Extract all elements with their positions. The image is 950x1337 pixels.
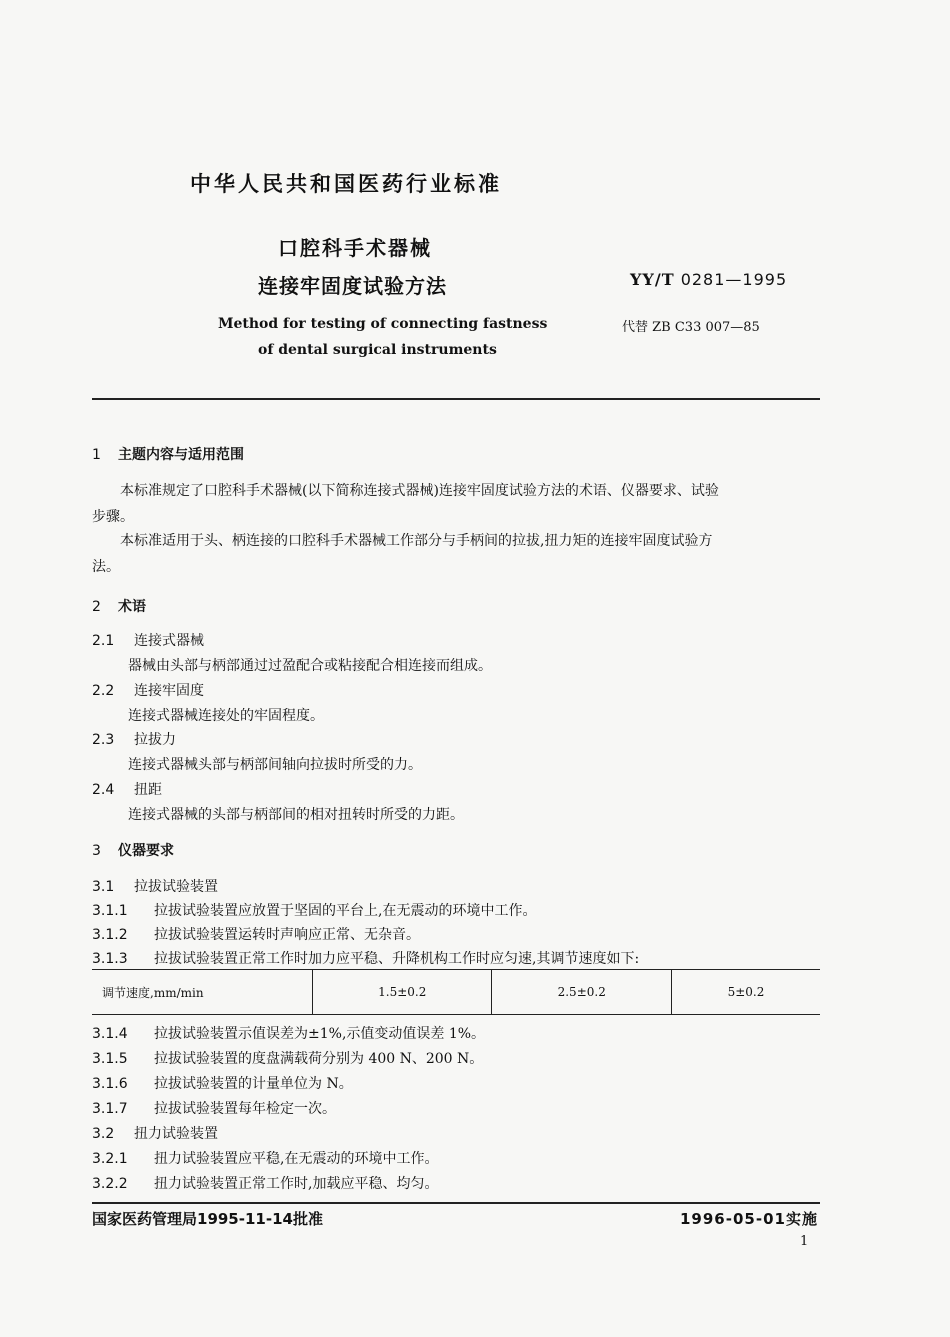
section-3-heading xyxy=(92,840,174,860)
clause-text: 拉拔试验装置 xyxy=(134,879,218,895)
clause-text: 扭力试验装置 xyxy=(134,1126,218,1142)
clause-text: 拉拔试验装置每年检定一次。 xyxy=(154,1101,336,1117)
table-cell: 1.5±0.2 xyxy=(313,970,492,1015)
paragraph-line: 本标准规定了口腔科手术器械(以下简称连接式器械)连接牢固度试验方法的术语、仪器要求、试验 xyxy=(120,483,719,499)
term-definition: 器械由头部与柄部通过过盈配合或粘接配合相连接而组成。 xyxy=(128,658,492,674)
term-2-4 xyxy=(92,779,162,799)
clause-number: 3.1.6 xyxy=(92,1076,128,1092)
document-title-line-1: 口腔科手术器械 xyxy=(278,236,432,260)
clause-3-1-2 xyxy=(92,924,420,944)
section-number: 3 xyxy=(92,843,101,859)
clause-3-1-7 xyxy=(92,1098,336,1118)
standard-code: 0281—1995 xyxy=(680,270,788,289)
term-2-2 xyxy=(92,680,204,700)
paragraph-line: 本标准适用于头、柄连接的口腔科手术器械工作部分与手柄间的拉拔,扭力矩的连接牢固度试验方 xyxy=(120,533,713,549)
term-2-1 xyxy=(92,630,204,650)
clause-3-1-4 xyxy=(92,1023,485,1043)
clause-number: 3.2.2 xyxy=(92,1176,128,1192)
clause-text: 拉拔试验装置应放置于坚固的平台上,在无震动的环境中工作。 xyxy=(154,903,537,919)
clause-text: 拉拔试验装置示值误差为±1%,示值变动值误差 1%。 xyxy=(154,1026,486,1042)
footer-divider xyxy=(92,1202,820,1204)
clause-number: 3.1.1 xyxy=(92,903,128,919)
term-name: 扭距 xyxy=(134,782,162,798)
section-1-heading xyxy=(92,444,244,464)
speed-table xyxy=(92,969,820,1015)
table-cell-label: 调节速度,mm/min xyxy=(92,970,313,1015)
term-2-3 xyxy=(92,729,176,749)
clause-3-1-6 xyxy=(92,1073,353,1093)
clause-3-1-5 xyxy=(92,1048,483,1068)
issuing-authority-heading: 中华人民共和国医药行业标准 xyxy=(190,172,502,196)
approval-statement: 国家医药管理局1995-11-14批准 xyxy=(92,1210,323,1228)
clause-3-2-2 xyxy=(92,1173,438,1193)
term-name: 连接式器械 xyxy=(134,633,204,649)
clause-number: 2.4 xyxy=(92,782,115,798)
section-2-heading xyxy=(92,596,146,616)
clause-3-1-3 xyxy=(92,948,639,968)
paragraph-line: 步骤。 xyxy=(92,509,134,525)
clause-number: 3.1.5 xyxy=(92,1051,128,1067)
table-row xyxy=(92,970,820,1015)
clause-3-2-1 xyxy=(92,1148,438,1168)
clause-number: 3.1.4 xyxy=(92,1026,128,1042)
standard-number xyxy=(630,270,787,289)
english-title-line-2: of dental surgical instruments xyxy=(258,342,497,358)
clause-number: 3.2 xyxy=(92,1126,115,1142)
section-number: 1 xyxy=(92,447,101,463)
clause-number: 3.1.3 xyxy=(92,951,128,967)
clause-number: 3.1.7 xyxy=(92,1101,128,1117)
effective-date: 1996-05-01实施 xyxy=(680,1210,818,1228)
paragraph-line: 法。 xyxy=(92,559,120,575)
term-definition: 连接式器械连接处的牢固程度。 xyxy=(128,708,324,724)
clause-number: 2.3 xyxy=(92,732,115,748)
clause-3-1-1 xyxy=(92,900,536,920)
clause-3-1 xyxy=(92,876,218,896)
clause-number: 3.2.1 xyxy=(92,1151,128,1167)
english-title-line-1: Method for testing of connecting fastness xyxy=(218,316,548,332)
table-cell: 5±0.2 xyxy=(671,970,820,1015)
section-number: 2 xyxy=(92,599,101,615)
clause-text: 拉拔试验装置的计量单位为 N。 xyxy=(154,1076,353,1092)
clause-number: 3.1 xyxy=(92,879,115,895)
section-title: 术语 xyxy=(118,599,146,615)
term-name: 拉拔力 xyxy=(134,732,176,748)
term-name: 连接牢固度 xyxy=(134,683,204,699)
replaces-standard: 代替 ZB C33 007—85 xyxy=(622,320,760,335)
term-definition: 连接式器械头部与柄部间轴向拉拔时所受的力。 xyxy=(128,757,422,773)
clause-text: 扭力试验装置正常工作时,加载应平稳、均匀。 xyxy=(154,1176,439,1192)
clause-text: 拉拔试验装置正常工作时加力应平稳、升降机构工作时应匀速,其调节速度如下: xyxy=(154,951,640,967)
section-title: 主题内容与适用范围 xyxy=(118,447,244,463)
table-cell: 2.5±0.2 xyxy=(492,970,671,1015)
page-number: 1 xyxy=(800,1234,809,1249)
document-title-line-2: 连接牢固度试验方法 xyxy=(258,274,447,298)
header-divider xyxy=(92,398,820,400)
clause-number: 3.1.2 xyxy=(92,927,128,943)
standard-prefix: YY/T xyxy=(630,270,675,289)
clause-number: 2.2 xyxy=(92,683,115,699)
section-title: 仪器要求 xyxy=(118,843,174,859)
clause-text: 拉拔试验装置运转时声响应正常、无杂音。 xyxy=(154,927,420,943)
term-definition: 连接式器械的头部与柄部间的相对扭转时所受的力距。 xyxy=(128,807,464,823)
clause-number: 2.1 xyxy=(92,633,115,649)
clause-3-2 xyxy=(92,1123,218,1143)
clause-text: 拉拔试验装置的度盘满载荷分别为 400 N、200 N。 xyxy=(154,1051,484,1067)
clause-text: 扭力试验装置应平稳,在无震动的环境中工作。 xyxy=(154,1151,439,1167)
